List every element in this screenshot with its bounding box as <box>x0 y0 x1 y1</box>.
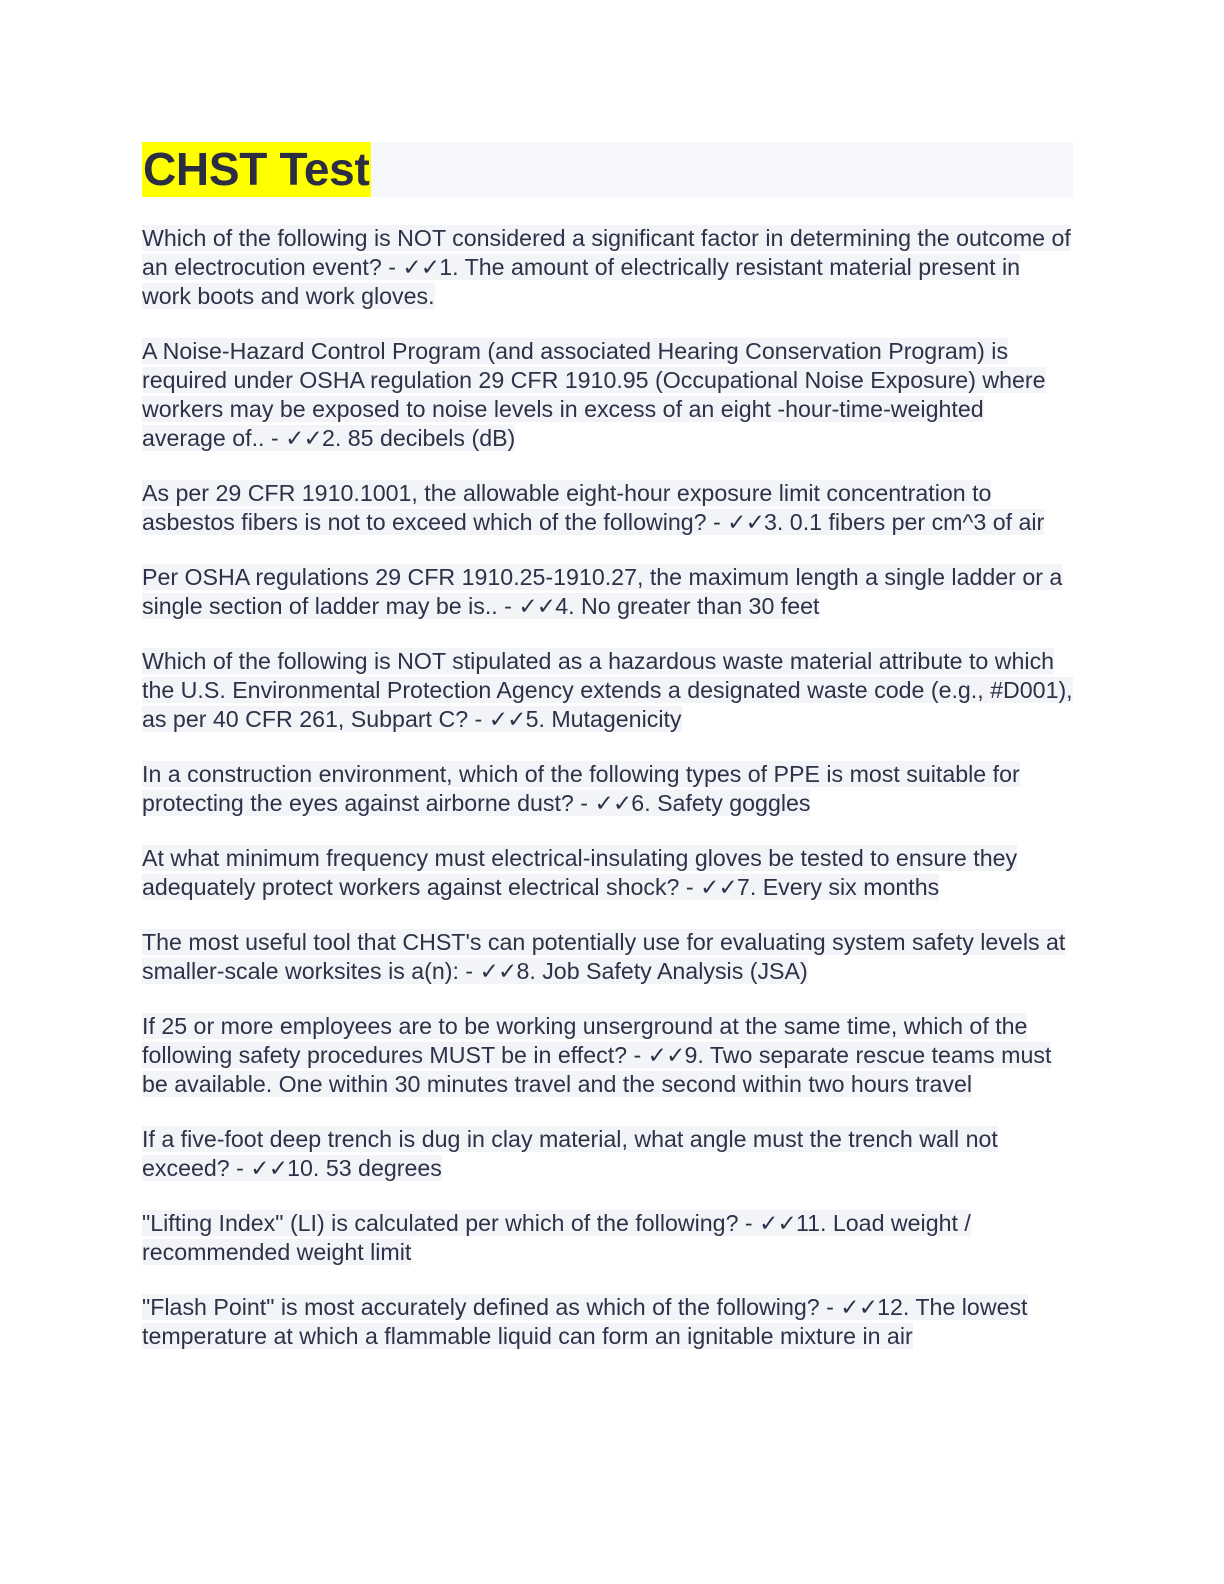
answer-text: 6. Safety goggles <box>631 790 811 816</box>
qa-item <box>142 224 1073 311</box>
qa-item <box>142 479 1073 537</box>
check-mark-icon: ✓✓ <box>479 958 517 984</box>
question-text: Per OSHA regulations 29 CFR 1910.25-1910.27, the maximum length a single ladder or a single section of ladder may be is.. - <box>142 564 1063 619</box>
qa-list <box>142 224 1073 1351</box>
check-mark-icon: ✓✓ <box>647 1042 685 1068</box>
answer-text: 5. Mutagenicity <box>525 706 682 732</box>
qa-item <box>142 337 1073 453</box>
question-text: Which of the following is NOT stipulated as a hazardous waste material attribute to which the U.S. Environmental Protection Agency extends a designated waste code (e.g., #D001), as per 40 CFR 261, Subpart C? - <box>142 648 1073 732</box>
answer-text: 9. Two separate rescue teams must be available. One within 30 minutes travel and the second within two hours travel <box>142 1042 1052 1097</box>
question-text: "Flash Point" is most accurately defined as which of the following? - <box>142 1294 841 1320</box>
qa-item <box>142 1012 1073 1099</box>
document-title: CHST Test <box>143 143 370 195</box>
question-text: In a construction environment, which of the following types of PPE is most suitable for protecting the eyes against airborne dust? - <box>142 761 1020 816</box>
qa-item <box>142 1125 1073 1183</box>
answer-text: 7. Every six months <box>736 874 940 900</box>
question-text: As per 29 CFR 1910.1001, the allowable eight-hour exposure limit concentration to asbestos fibers is not to exceed which of the following? - <box>142 480 992 535</box>
check-mark-icon: ✓✓ <box>285 425 322 451</box>
check-mark-icon: ✓✓ <box>518 593 556 619</box>
check-mark-icon: ✓✓ <box>759 1210 796 1236</box>
check-mark-icon: ✓✓ <box>700 874 737 900</box>
title-bar <box>142 142 1073 197</box>
document-page <box>142 142 1073 1377</box>
qa-item <box>142 1209 1073 1267</box>
answer-text: 2. 85 decibels (dB) <box>321 425 516 451</box>
answer-text: 1. The amount of electrically resistant material present in work boots and work gloves. <box>142 254 1021 309</box>
check-mark-icon: ✓✓ <box>594 790 632 816</box>
answer-text: 11. Load weight / recommended weight limit <box>142 1210 971 1265</box>
question-text: If a five-foot deep trench is dug in clay material, what angle must the trench wall not exceed? - <box>142 1126 998 1181</box>
check-mark-icon: ✓✓ <box>402 254 440 280</box>
question-text: "Lifting Index" (LI) is calculated per which of the following? - <box>142 1210 760 1236</box>
qa-item <box>142 928 1073 986</box>
answer-text: 8. Job Safety Analysis (JSA) <box>516 958 808 984</box>
check-mark-icon: ✓✓ <box>250 1155 288 1181</box>
check-mark-icon: ✓✓ <box>840 1294 878 1320</box>
answer-text: 4. No greater than 30 feet <box>555 593 820 619</box>
qa-item <box>142 563 1073 621</box>
answer-text: 10. 53 degrees <box>287 1155 442 1181</box>
question-text: At what minimum frequency must electrical-insulating gloves be tested to ensure they adequately protect workers against electrical shock? - <box>142 845 1018 900</box>
qa-item <box>142 844 1073 902</box>
check-mark-icon: ✓✓ <box>727 509 765 535</box>
answer-text: 3. 0.1 fibers per cm^3 of air <box>764 509 1045 535</box>
check-mark-icon: ✓✓ <box>488 706 526 732</box>
answer-text: 12. The lowest temperature at which a flammable liquid can form an ignitable mixture in air <box>142 1294 1028 1349</box>
question-text: Which of the following is NOT considered a significant factor in determining the outcome of an electrocution event? - <box>142 225 1071 280</box>
qa-item <box>142 760 1073 818</box>
question-text: If 25 or more employees are to be working unserground at the same time, which of the following safety procedures MUST be in effect? - <box>142 1013 1028 1068</box>
question-text: A Noise-Hazard Control Program (and associated Hearing Conservation Program) is required under OSHA regulation 29 CFR 1910.95 (Occupational Noise Exposure) where workers may be exposed to noise levels in excess of an eight -hour-time-weighted average of.. - <box>142 338 1046 451</box>
qa-item <box>142 1293 1073 1351</box>
question-text: The most useful tool that CHST's can potentially use for evaluating system safety levels at smaller-scale worksites is a(n): - <box>142 929 1066 984</box>
qa-item <box>142 647 1073 734</box>
